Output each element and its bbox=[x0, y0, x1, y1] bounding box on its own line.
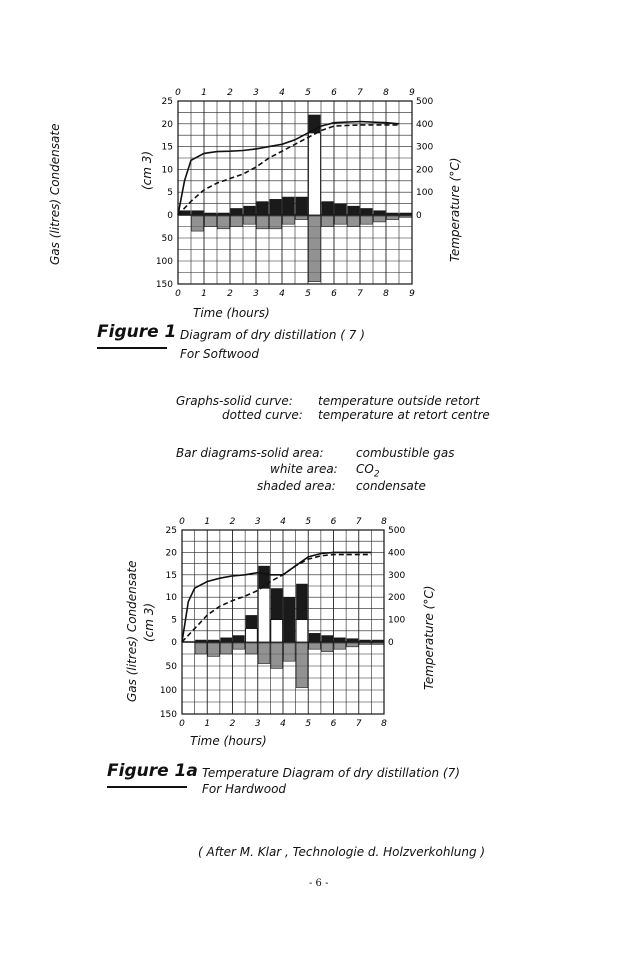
right-tick-label: 0 bbox=[388, 638, 394, 648]
right-tick-label: 100 bbox=[416, 188, 434, 199]
left-tick-label: 100 bbox=[155, 257, 173, 267]
top-tick-label: 5 bbox=[305, 517, 312, 527]
bottom-tick-label: 6 bbox=[331, 289, 337, 299]
top-tick-label: 3 bbox=[253, 88, 259, 98]
bottom-tick-label: 1 bbox=[204, 719, 211, 729]
condensate-bar bbox=[231, 216, 243, 227]
hardwood-distillation-chart bbox=[158, 508, 448, 748]
left-tick-label: 100 bbox=[159, 686, 177, 696]
right-tick-label: 200 bbox=[388, 593, 406, 604]
condensate-bar bbox=[322, 216, 334, 227]
gas-bar bbox=[321, 635, 333, 642]
bottom-tick-label: 3 bbox=[253, 289, 259, 299]
gas-bar bbox=[192, 210, 204, 215]
legend-graphs-text: temperature outside retort bbox=[318, 394, 480, 408]
condensate-bar bbox=[270, 216, 282, 229]
gas-bar bbox=[387, 213, 399, 215]
condensate-bar bbox=[348, 216, 360, 227]
right-tick-label: 400 bbox=[416, 119, 434, 130]
condensate-bar bbox=[321, 643, 333, 652]
left-tick-label: 25 bbox=[165, 526, 177, 536]
right-tick-label: 400 bbox=[388, 548, 406, 559]
bottom-tick-label: 2 bbox=[227, 289, 233, 299]
co2-bar bbox=[246, 629, 258, 642]
left-tick-label: 20 bbox=[161, 119, 173, 130]
top-tick-label: 7 bbox=[355, 517, 362, 527]
page-number: - 6 - bbox=[309, 878, 329, 889]
bottom-tick-label: 2 bbox=[229, 719, 236, 729]
legend-dotted-label: dotted curve: bbox=[222, 408, 303, 422]
figure-1-caption-line2: For Softwood bbox=[180, 347, 259, 361]
left-tick-label: 10 bbox=[165, 593, 177, 604]
bottom-tick-label: 7 bbox=[355, 719, 362, 729]
condensate-bar bbox=[334, 643, 346, 649]
figure-1a-caption-line2: For Hardwood bbox=[202, 782, 287, 796]
top-tick-label: 6 bbox=[330, 517, 337, 527]
gas-bar bbox=[233, 635, 245, 642]
condensate-bar bbox=[284, 643, 296, 661]
condensate-bar bbox=[387, 216, 399, 220]
legend-shaded-text: condensate bbox=[356, 479, 426, 493]
left-tick-label: 150 bbox=[155, 280, 173, 290]
condensate-bar bbox=[309, 216, 321, 282]
x-axis-label-1a: Time (hours) bbox=[190, 734, 267, 748]
top-tick-label: 4 bbox=[280, 517, 286, 527]
condensate-bar bbox=[374, 216, 386, 222]
top-tick-label: 0 bbox=[175, 88, 181, 98]
top-tick-label: 2 bbox=[229, 517, 236, 527]
condensate-bar bbox=[359, 643, 371, 644]
left-tick-label: 5 bbox=[167, 188, 173, 199]
left-tick-label: 15 bbox=[165, 570, 177, 581]
right-tick-label: 300 bbox=[388, 570, 406, 581]
bottom-tick-label: 8 bbox=[383, 289, 389, 299]
figure-1-caption-line1: Diagram of dry distillation ( 7 ) bbox=[180, 328, 365, 342]
gas-bar bbox=[220, 638, 232, 642]
bottom-tick-label: 0 bbox=[175, 289, 181, 299]
condensate-bar bbox=[244, 216, 256, 224]
left-tick-label: 0 bbox=[171, 638, 177, 648]
condensate-bar bbox=[205, 216, 217, 227]
bottom-tick-label: 1 bbox=[201, 289, 207, 299]
condensate-bar bbox=[400, 216, 412, 217]
left-tick-label: 25 bbox=[161, 97, 173, 107]
bottom-tick-label: 6 bbox=[330, 719, 337, 729]
condensate-bar bbox=[218, 216, 230, 229]
bottom-tick-label: 8 bbox=[381, 719, 387, 729]
left-tick-label: 50 bbox=[161, 234, 173, 244]
left-tick-label: 10 bbox=[161, 165, 173, 176]
gas-bar bbox=[246, 615, 258, 628]
top-tick-label: 9 bbox=[409, 88, 415, 98]
y-left-label-inner-1a: (cm 3) bbox=[142, 602, 156, 642]
top-tick-label: 7 bbox=[357, 88, 363, 98]
gas-bar bbox=[258, 566, 270, 588]
gas-bar bbox=[208, 640, 220, 642]
right-tick-label: 0 bbox=[416, 211, 422, 221]
condensate-bar bbox=[283, 216, 295, 224]
gas-bar bbox=[231, 208, 243, 215]
condensate-bar bbox=[195, 643, 207, 654]
top-tick-label: 8 bbox=[381, 517, 387, 527]
left-tick-label: 20 bbox=[165, 548, 177, 559]
gas-bar bbox=[359, 640, 371, 642]
condensate-bar bbox=[309, 643, 321, 649]
gas-bar bbox=[205, 213, 217, 215]
bottom-tick-label: 3 bbox=[254, 719, 261, 729]
condensate-bar bbox=[361, 216, 373, 224]
condensate-bar bbox=[258, 643, 270, 664]
bottom-tick-label: 9 bbox=[409, 289, 415, 299]
gas-bar bbox=[218, 213, 230, 215]
left-tick-label: 5 bbox=[171, 615, 177, 626]
legend-bars-text: combustible gas bbox=[356, 446, 455, 460]
top-tick-label: 1 bbox=[201, 88, 207, 98]
gas-bar bbox=[400, 213, 412, 215]
legend-shaded-label: shaded area: bbox=[257, 479, 336, 493]
top-tick-label: 2 bbox=[227, 88, 233, 98]
co2-bar bbox=[309, 133, 321, 215]
gas-bar bbox=[296, 197, 308, 215]
top-tick-label: 6 bbox=[331, 88, 337, 98]
softwood-distillation-chart bbox=[150, 80, 470, 320]
gas-bar bbox=[296, 584, 308, 620]
bottom-tick-label: 4 bbox=[280, 719, 286, 729]
condensate-bar bbox=[257, 216, 269, 229]
right-tick-label: 100 bbox=[388, 615, 406, 626]
bottom-tick-label: 5 bbox=[305, 289, 311, 299]
bottom-tick-label: 7 bbox=[357, 289, 363, 299]
figure-1a-label: Figure 1a bbox=[107, 761, 198, 781]
left-tick-label: 150 bbox=[159, 710, 177, 720]
bottom-tick-label: 5 bbox=[305, 719, 312, 729]
legend-bars-label: Bar diagrams-solid area: bbox=[176, 446, 324, 460]
co2-bar bbox=[271, 620, 283, 642]
figure-1-label: Figure 1 bbox=[97, 322, 177, 342]
figure-1-underline bbox=[97, 347, 167, 349]
top-tick-label: 1 bbox=[204, 517, 211, 527]
y-left-label-inner: (cm 3) bbox=[140, 150, 154, 190]
gas-bar bbox=[257, 201, 269, 215]
condensate-bar bbox=[233, 643, 245, 649]
left-tick-label: 50 bbox=[165, 662, 177, 672]
gas-bar bbox=[334, 638, 346, 642]
gas-bar bbox=[322, 201, 334, 215]
gas-bar bbox=[374, 210, 386, 215]
legend-white-label: white area: bbox=[270, 462, 338, 476]
bottom-tick-label: 4 bbox=[279, 289, 285, 299]
figure-1a-caption-line1: Temperature Diagram of dry distillation (7) bbox=[202, 766, 460, 780]
top-tick-label: 4 bbox=[279, 88, 285, 98]
gas-bar bbox=[271, 588, 283, 619]
right-tick-label: 500 bbox=[416, 97, 434, 107]
gas-bar bbox=[283, 197, 295, 215]
gas-bar bbox=[270, 199, 282, 215]
gas-bar bbox=[361, 208, 373, 215]
condensate-bar bbox=[372, 643, 384, 644]
right-tick-label: 300 bbox=[416, 142, 434, 153]
condensate-bar bbox=[335, 216, 347, 224]
top-tick-label: 5 bbox=[305, 88, 311, 98]
condensate-bar bbox=[220, 643, 232, 654]
condensate-bar bbox=[347, 643, 359, 647]
condensate-bar bbox=[296, 216, 308, 220]
left-tick-label: 15 bbox=[161, 142, 173, 153]
top-tick-label: 8 bbox=[383, 88, 389, 98]
co2-bar bbox=[296, 620, 308, 642]
right-tick-label: 500 bbox=[388, 526, 406, 536]
gas-bar bbox=[244, 206, 256, 215]
gas-bar bbox=[372, 640, 384, 642]
y-left-label-outer-1a: Gas (litres) Condensate bbox=[125, 560, 139, 702]
condensate-bar bbox=[208, 643, 220, 656]
figure-1a-underline bbox=[107, 786, 187, 788]
top-tick-label: 0 bbox=[179, 517, 185, 527]
condensate-bar bbox=[296, 643, 308, 688]
y-right-label-1a: Temperature (°C) bbox=[422, 585, 436, 690]
y-right-label: Temperature (°C) bbox=[448, 157, 462, 262]
left-tick-label: 0 bbox=[167, 211, 173, 221]
condensate-bar bbox=[192, 216, 204, 231]
legend-graphs-label: Graphs-solid curve: bbox=[176, 394, 293, 408]
gas-bar bbox=[309, 633, 321, 642]
right-tick-label: 200 bbox=[416, 165, 434, 176]
legend-white-text: $CO_2$ bbox=[356, 462, 380, 480]
condensate-bar bbox=[246, 643, 258, 654]
co2-bar bbox=[258, 588, 270, 642]
gas-bar bbox=[335, 204, 347, 215]
bottom-tick-label: 0 bbox=[179, 719, 185, 729]
condensate-bar bbox=[271, 643, 283, 668]
x-axis-label: Time (hours) bbox=[193, 306, 270, 320]
top-tick-label: 3 bbox=[254, 517, 261, 527]
gas-bar bbox=[348, 206, 360, 215]
source-citation: ( After M. Klar , Technologie d. Holzverkohlung ) bbox=[198, 845, 486, 859]
y-left-label-outer: Gas (litres) Condensate bbox=[48, 123, 62, 265]
legend-dotted-text: temperature at retort centre bbox=[318, 408, 490, 422]
gas-bar bbox=[347, 638, 359, 642]
gas-bar bbox=[195, 640, 207, 642]
gas-bar bbox=[284, 597, 296, 642]
